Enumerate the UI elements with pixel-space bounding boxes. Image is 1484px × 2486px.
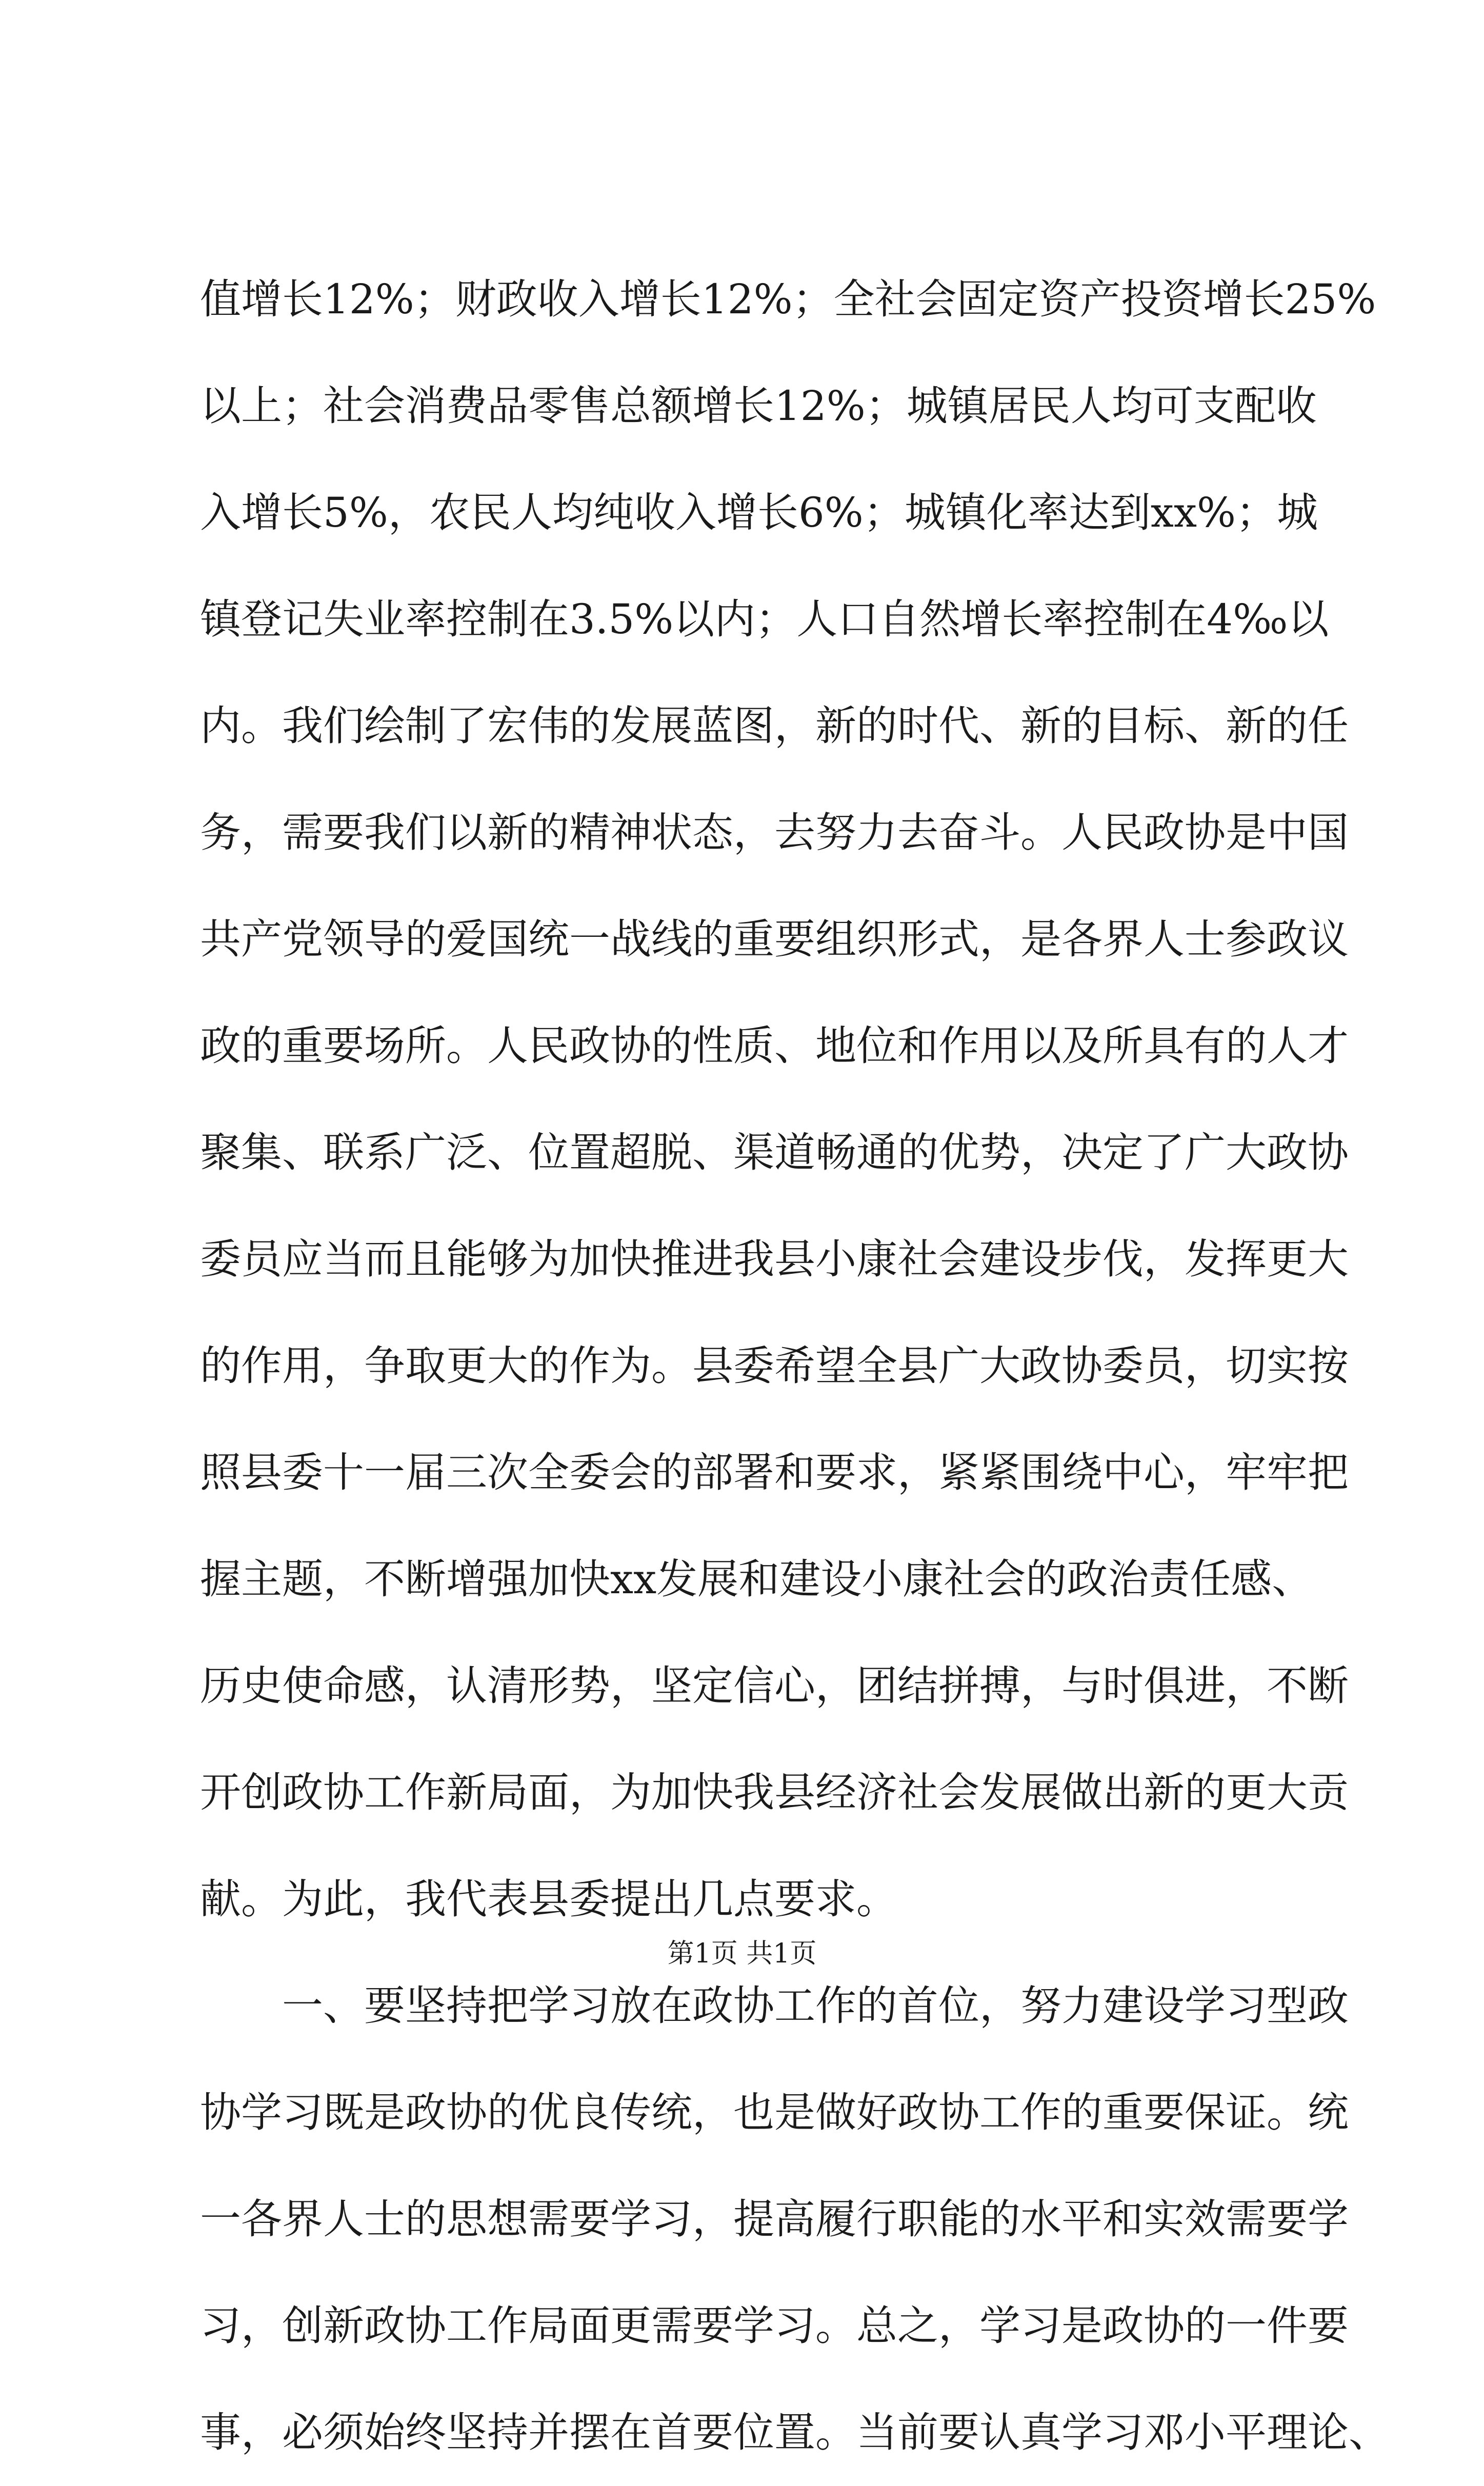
- paragraph: [200, 246, 1376, 1953]
- text-line: 习，创新政协工作局面更需要学习。总之，学习是政协的一件要: [200, 2302, 1349, 2350]
- text-line: 委员应当而且能够为加快推进我县小康社会建设步伐，发挥更大: [200, 1235, 1349, 1283]
- text-line: 务，需要我们以新的精神状态，去努力去奋斗。人民政协是中国: [200, 809, 1349, 856]
- text-line: 握主题，不断增强加快xx发展和建设小康社会的政治责任感、: [200, 1555, 1313, 1603]
- text-line: 入增长5%，农民人均纯收入增长6%；城镇化率达到xx%；城: [200, 489, 1318, 536]
- text-line: 聚集、联系广泛、位置超脱、渠道畅通的优势，决定了广大政协: [200, 1129, 1349, 1176]
- text-line: 一各界人士的思想需要学习，提高履行职能的水平和实效需要学: [200, 2195, 1349, 2243]
- text-line: 事，必须始终坚持并摆在首要位置。当前要认真学习邓小平理论、: [200, 2409, 1390, 2456]
- text-line: 照县委十一届三次全委会的部署和要求，紧紧围绕中心，牢牢把: [200, 1449, 1349, 1496]
- document-body: [200, 246, 1390, 2486]
- text-line: 一、要坚持把学习放在政协工作的首位，努力建设学习型政: [282, 1982, 1349, 2030]
- text-line: 以上；社会消费品零售总额增长12%；城镇居民人均可支配收: [200, 382, 1317, 430]
- paragraph: [200, 1953, 1390, 2486]
- text-line: 政的重要场所。人民政协的性质、地位和作用以及所具有的人才: [200, 1022, 1349, 1070]
- text-line: 的作用，争取更大的作为。县委希望全县广大政协委员，切实按: [200, 1342, 1349, 1390]
- text-line: 协学习既是政协的优良传统，也是做好政协工作的重要保证。统: [200, 2089, 1349, 2136]
- text-line: 内。我们绘制了宏伟的发展蓝图，新的时代、新的目标、新的任: [200, 702, 1349, 750]
- text-line: 值增长12%；财政收入增长12%；全社会固定资产投资增长25%: [200, 275, 1376, 323]
- text-line: 历史使命感，认清形势，坚定信心，团结拼搏，与时俱进，不断: [200, 1662, 1349, 1710]
- text-line: 开创政协工作新局面，为加快我县经济社会发展做出新的更大贡: [200, 1769, 1349, 1816]
- text-line: 镇登记失业率控制在3.5%以内；人口自然增长率控制在4‰以: [200, 595, 1329, 643]
- text-line: 共产党领导的爱国统一战线的重要组织形式，是各界人士参政议: [200, 915, 1349, 963]
- page-footer: 第1页 共1页: [667, 1938, 817, 1969]
- text-line: 献。为此，我代表县委提出几点要求。: [200, 1875, 897, 1923]
